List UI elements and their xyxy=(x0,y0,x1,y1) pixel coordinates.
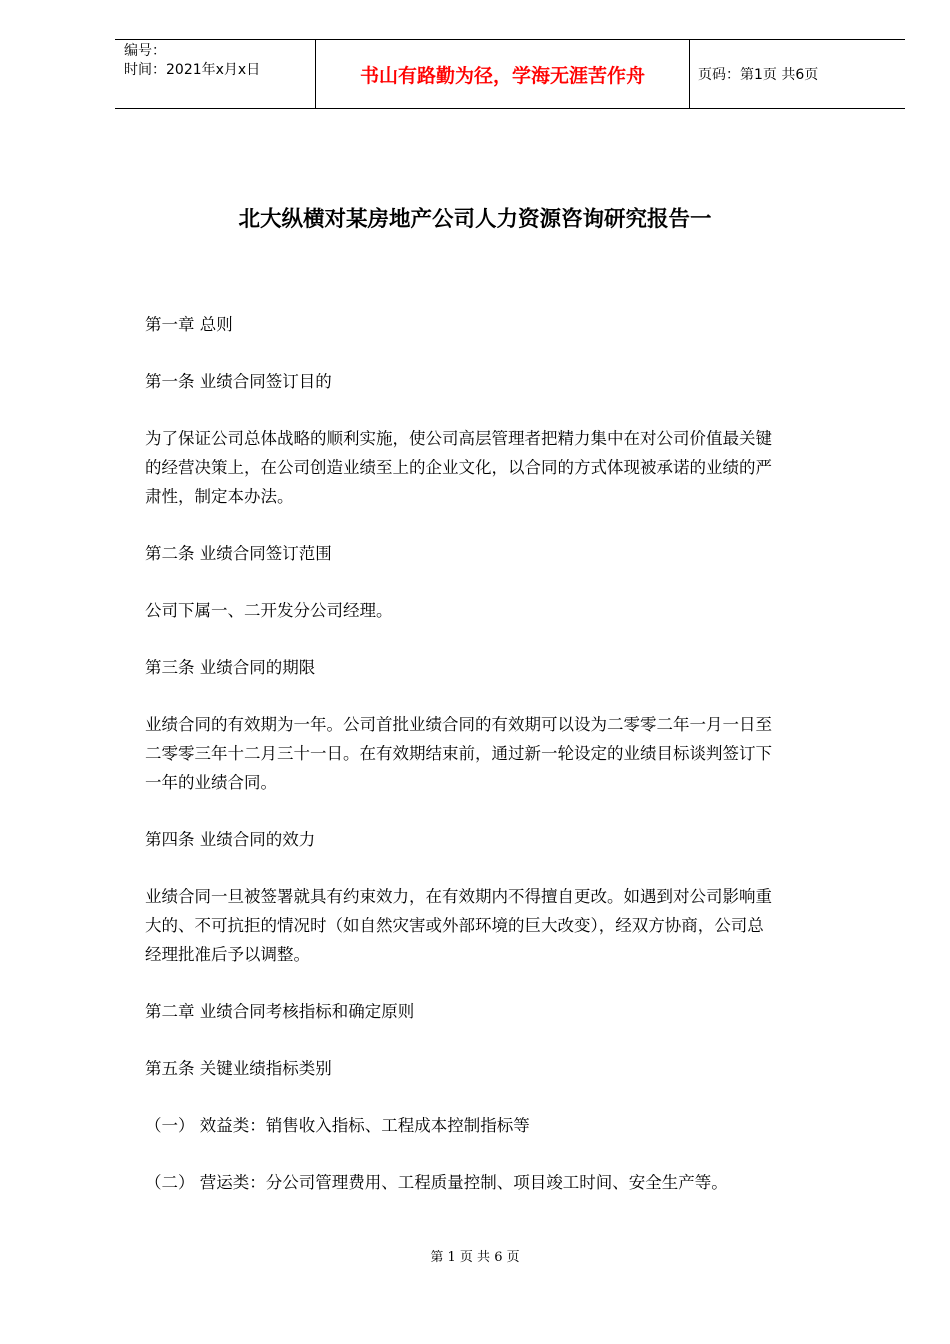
paragraph-gap xyxy=(145,854,875,882)
text-line: 二零零三年十二月三十一日。在有效期结束前，通过新一轮设定的业绩目标谈判签订下 xyxy=(145,744,772,763)
document-time: 时间：2021年x月x日 xyxy=(124,62,261,78)
document-title: 北大纵横对某房地产公司人力资源咨询研究报告一 xyxy=(238,207,712,232)
text-line: （一） 效益类：销售收入指标、工程成本控制指标等 xyxy=(145,1116,530,1135)
text-line: （二） 营运类：分公司管理费用、工程质量控制、项目竣工时间、安全生产等。 xyxy=(145,1173,728,1192)
paragraph-gap xyxy=(145,797,875,825)
header-page-info: 页码：第1页 共6页 xyxy=(698,67,819,83)
text-line: 第三条 业绩合同的期限 xyxy=(145,658,316,677)
paragraph xyxy=(145,882,875,969)
header-meta xyxy=(115,40,316,108)
paragraph xyxy=(145,596,875,625)
text-line: 第一章 总则 xyxy=(145,315,233,334)
paragraph xyxy=(145,1168,875,1197)
paragraph xyxy=(145,424,875,511)
text-line: 为了保证公司总体战略的顺利实施，使公司高层管理者把精力集中在对公司价值最关键 xyxy=(145,429,772,448)
text-line: 第二章 业绩合同考核指标和确定原则 xyxy=(145,1002,415,1021)
paragraph-gap xyxy=(145,625,875,653)
paragraph-gap xyxy=(145,969,875,997)
paragraph xyxy=(145,310,875,339)
paragraph-gap xyxy=(145,339,875,367)
paragraph-gap xyxy=(145,682,875,710)
text-line: 的经营决策上，在公司创造业绩至上的企业文化，以合同的方式体现被承诺的业绩的严 xyxy=(145,458,772,477)
paragraph xyxy=(145,997,875,1026)
text-line: 第一条 业绩合同签订目的 xyxy=(145,372,332,391)
paragraph xyxy=(145,367,875,396)
text-line: 第二条 业绩合同签订范围 xyxy=(145,544,332,563)
paragraph xyxy=(145,1111,875,1140)
text-line: 大的、不可抗拒的情况时（如自然灾害或外部环境的巨大改变），经双方协商，公司总 xyxy=(145,916,764,935)
page-header xyxy=(115,39,905,109)
text-line: 业绩合同的有效期为一年。公司首批业绩合同的有效期可以设为二零零二年一月一日至 xyxy=(145,715,772,734)
paragraph-gap xyxy=(145,511,875,539)
text-line: 一年的业绩合同。 xyxy=(145,773,277,792)
text-line: 肃性，制定本办法。 xyxy=(145,487,294,506)
paragraph-gap xyxy=(145,1083,875,1111)
page-footer: 第 1 页 共 6 页 xyxy=(430,1250,520,1265)
header-motto: 书山有路勤为径，学海无涯苦作舟 xyxy=(316,40,690,108)
document-number: 编号： xyxy=(124,43,166,59)
paragraph xyxy=(145,710,875,797)
text-line: 经理批准后予以调整。 xyxy=(145,945,310,964)
paragraph-gap xyxy=(145,1140,875,1168)
text-line: 公司下属一、二开发分公司经理。 xyxy=(145,601,393,620)
paragraph-gap xyxy=(145,1026,875,1054)
paragraph-gap xyxy=(145,396,875,424)
document-body xyxy=(145,310,875,1197)
paragraph xyxy=(145,653,875,682)
paragraph xyxy=(145,1054,875,1083)
paragraph-gap xyxy=(145,568,875,596)
paragraph xyxy=(145,825,875,854)
text-line: 业绩合同一旦被签署就具有约束效力，在有效期内不得擅自更改。如遇到对公司影响重 xyxy=(145,887,772,906)
text-line: 第五条 关键业绩指标类别 xyxy=(145,1059,332,1078)
paragraph xyxy=(145,539,875,568)
text-line: 第四条 业绩合同的效力 xyxy=(145,830,316,849)
